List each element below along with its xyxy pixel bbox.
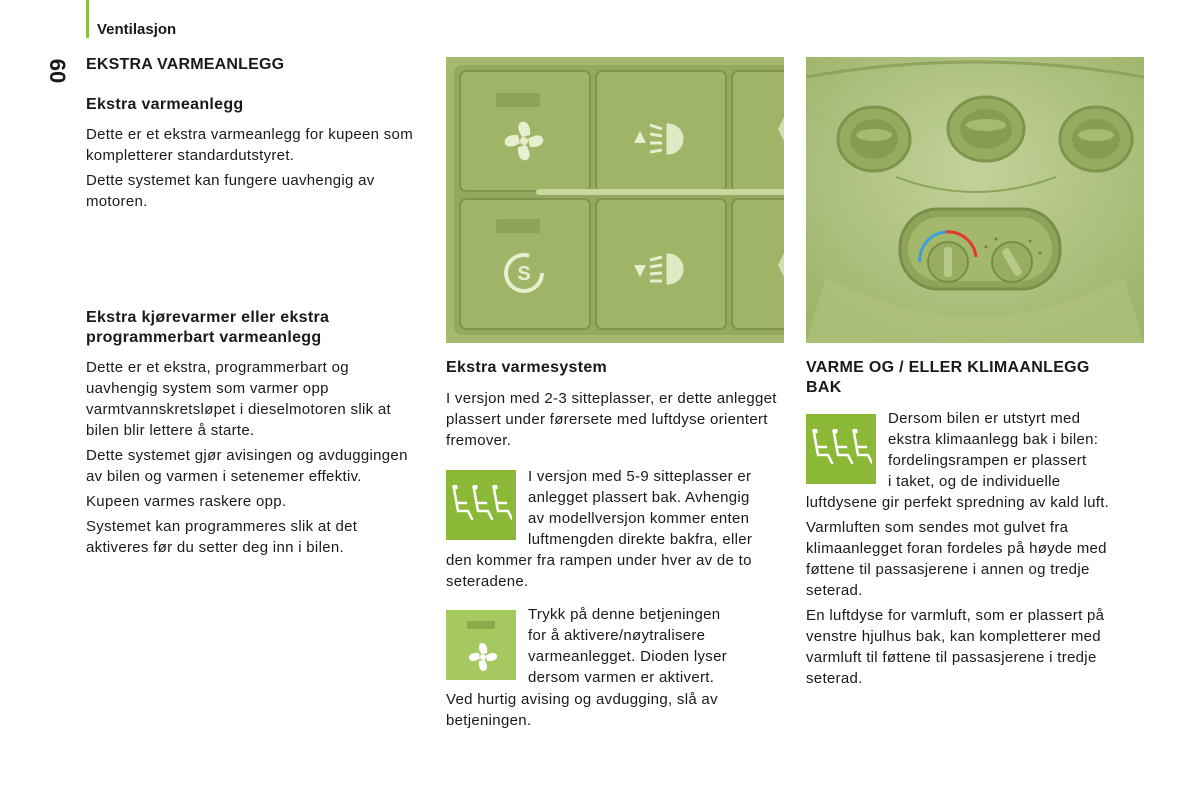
control-panel-illustration	[446, 57, 784, 343]
text-line: Trykk på denne betjeningen	[528, 606, 721, 623]
col1-intro	[86, 124, 416, 216]
fan-button-icon	[446, 610, 516, 680]
text-line: i taket, og de individuelle	[888, 473, 1061, 490]
header-accent-bar	[86, 0, 89, 38]
paragraph: Systemet kan programmeres slik at det aktiveres før du setter deg inn i bilen.	[86, 518, 358, 556]
fan-button-text	[528, 604, 788, 688]
air-vent-icon	[948, 97, 1024, 161]
main-title: EKSTRA VARMEANLEGG	[86, 56, 285, 73]
seats-icon-graphic	[810, 429, 872, 469]
heading-rear-heating-ac	[806, 358, 1146, 398]
svg-text:S: S	[517, 263, 531, 285]
heading-line: Ekstra kjørevarmer eller ekstra	[86, 309, 330, 326]
roof-vents-illustration	[806, 57, 1144, 343]
text-line: dersom varmen er aktivert.	[528, 669, 715, 686]
page-number: 60	[45, 58, 70, 84]
paragraph: luftdysene gir perfekt spredning av kald luft.	[806, 494, 1110, 511]
text-line: Dersom bilen er utstyrt med	[888, 410, 1081, 427]
text-line: I versjon med 5-9 sitteplasser er	[528, 468, 752, 485]
text-line: anlegget plassert bak. Avhengig	[528, 489, 750, 506]
seat-version-text-rest: den kommer fra rampen under hver av de to seteradene.	[446, 552, 752, 590]
section-label: Ventilasjon	[97, 21, 177, 38]
fan-button-text-rest: Ved hurtig avising og avdugging, slå av betjeningen.	[446, 691, 718, 729]
heading-programmable-heater	[86, 308, 416, 348]
heading-line: programmerbart varmeanlegg	[86, 329, 322, 346]
rear-ac-text	[888, 408, 1148, 492]
paragraph: Varmluften som sendes mot gulvet fra klimaanlegget foran fordeles på høyde med føttene til passasjerene i annen og tredje seterad.	[806, 519, 1107, 599]
col1-body	[86, 357, 416, 562]
text-line: luftmengden direkte bakfra, eller	[528, 531, 753, 548]
text-line: fordelingsrampen er plassert	[888, 452, 1087, 469]
heading-line: VARME OG / ELLER KLIMAANLEGG	[806, 359, 1090, 376]
text-line: ekstra klimaanlegg bak i bilen:	[888, 431, 1099, 448]
paragraph: Kupeen varmes raskere opp.	[86, 493, 287, 510]
paragraph: Dette er et ekstra, programmerbart og uavhengig system som varmer opp varmtvannskretsløpet i dieselmotoren slik at bilen blir lettere å starte.	[86, 359, 391, 439]
paragraph: Dette er et ekstra varmeanlegg for kupeen som kompletterer standardutstyret.	[86, 126, 413, 164]
paragraph: En luftdyse for varmluft, som er plassert på venstre hjulhus bak, kan kompletterer med varmluft til føttene til passasjerene i tredje seterad.	[806, 607, 1105, 687]
seats-icon	[806, 414, 876, 484]
control-panel-photo	[446, 57, 784, 343]
fan-button-graphic	[451, 615, 511, 675]
heading-extra-heater: Ekstra varmeanlegg	[86, 96, 244, 113]
roof-vents-photo	[806, 57, 1144, 343]
seats-icon	[446, 470, 516, 540]
col2-intro	[446, 388, 786, 455]
paragraph: I versjon med 2-3 sitteplasser, er dette anlegget plassert under førersete med luftdyse orientert fremover.	[446, 390, 777, 449]
heading-extra-heating-system: Ekstra varmesystem	[446, 359, 608, 376]
paragraph: Dette systemet kan fungere uavhengig av motoren.	[86, 172, 375, 210]
heading-line: BAK	[806, 379, 842, 396]
text-line: for å aktivere/nøytralisere	[528, 627, 706, 644]
text-line: varmeanlegget. Dioden lyser	[528, 648, 728, 665]
air-vent-icon	[1060, 107, 1132, 171]
paragraph: Dette systemet gjør avisingen og avduggingen av bilen og varmen i setenemer effektiv.	[86, 447, 408, 485]
air-vent-icon	[838, 107, 910, 171]
text-line: av modellversjon kommer enten	[528, 510, 750, 527]
seats-icon-graphic	[450, 485, 512, 525]
seat-version-text	[528, 466, 788, 550]
col3-body	[806, 492, 1146, 693]
